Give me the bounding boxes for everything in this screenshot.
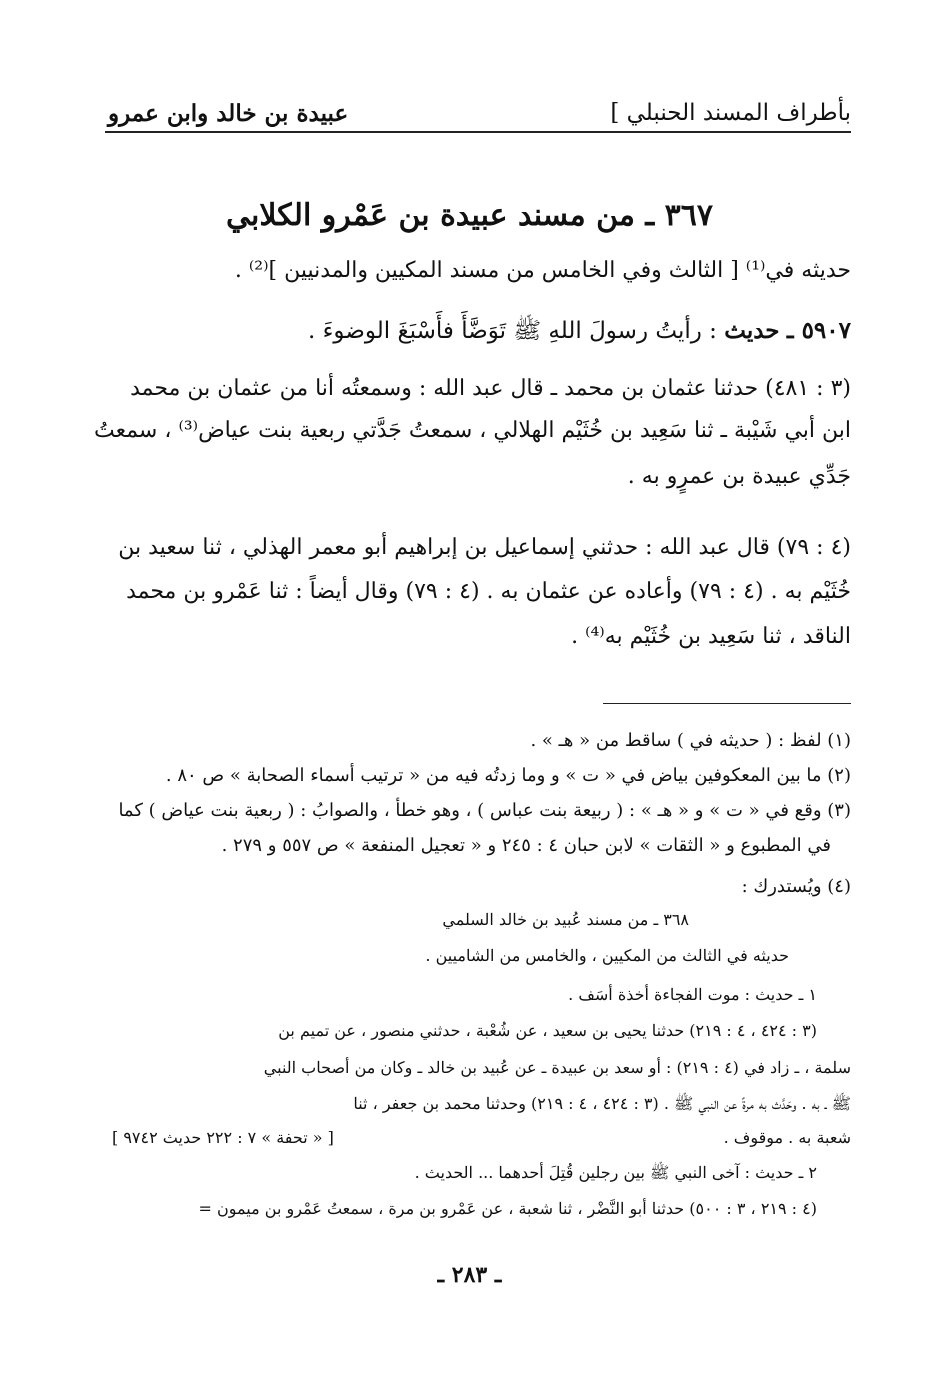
section-intro: حديثه في⁽¹⁾ [ الثالث وفي الخامس من مسند المكيين والمدنيين ]⁽²⁾ . (234, 258, 851, 283)
hadith-text: : رأيتُ رسولَ اللهِ ﷺ تَوَضَّأَ فأَسْبَغَ الوضوءَ . (308, 318, 717, 344)
paragraph-2-line-2: خُثَيْم به . (٤ : ٧٩) وأعاده عن عثمان به . (٤ : ٧٩) وقال أيضاً : ثنا عَمْرو بن محمد (126, 579, 851, 604)
footnote-1: (١) لفظ : ( حديثه في ) ساقط من « هـ » . (530, 730, 851, 751)
section-title: ٣٦٧ ـ من مسند عبيدة بن عَمْرو الكلابي (225, 198, 714, 233)
paragraph-1-line-2: ابن أبي شَيْبة ـ ثنا سَعِيد بن خُثَيْم الهلالي ، سمعتُ جَدَّتي ربعية بنت عياض⁽³⁾ ، سمعتُ (93, 418, 851, 443)
hadith-label: حديث (724, 317, 780, 344)
sub-paragraph-line-4: شعبة به . موقوف . (723, 1128, 851, 1147)
sub-hadith-1: ١ ـ حديث : موت الفجاءة أخذة أسَف . (568, 985, 817, 1004)
running-header-section-title: عبيدة بن خالد وابن عمرو (108, 100, 349, 127)
footnote-divider (603, 703, 851, 704)
footnote-3-line-1: (٣) وقع في « ت » و « هـ » : ( ربيعة بنت عباس ) ، وهو خطأ ، والصوابُ : ( ربعية بنت عياض ) كما (118, 800, 851, 821)
sub-paragraph-2: (٤ : ٢١٩ ، ٣ : ٥٠٠) حدثنا أبو النَّضْر ، ثنا شعبة ، عن عَمْرو بن مرة ، سمعتُ عَمْرو بن ميمون = (198, 1199, 817, 1218)
paragraph-1-line-3: جَدِّي عبيدة بن عمرٍو به . (627, 464, 851, 489)
running-header-book-title: بأطراف المسند الحنبلي ] (610, 100, 851, 126)
sub-section-title: ٣٦٨ ـ من مسند عُبيد بن خالد السلمي (442, 910, 689, 929)
sub-paragraph-line-2: سلمة ، ـ زاد في (٤ : ٢١٩) : أو سعد بن عبيدة ـ عن عُبيد بن خالد ـ وكان من أصحاب النبي (263, 1058, 851, 1077)
paragraph-1-line-1: (٣ : ٤٨١) حدثنا عثمان بن محمد ـ قال عبد الله : وسمعتُه أنا من عثمان بن محمد (130, 376, 851, 401)
page-number: ـ ٢٨٣ ـ (437, 1262, 502, 1288)
footnote-4: (٤) ويُستدرك : (741, 876, 851, 897)
footnote-2: (٢) ما بين المعكوفين بياض في « ت » و وما زدتُه فيه من « ترتيب أسماء الصحابة » ص ٨٠ . (165, 765, 851, 786)
header-divider (105, 131, 851, 133)
footnote-3-line-2: في المطبوع و « الثقات » لابن حبان ٤ : ٢٤٥ و « تعجيل المنفعة » ص ٥٥٧ و ٢٧٩ . (221, 835, 831, 856)
hadith-line (308, 316, 851, 350)
sub-hadith-2: ٢ ـ حديث : آخى النبي ﷺ بين رجلين قُتِلَ أحدهما ... الحديث . (414, 1163, 817, 1182)
tuhfa-reference: [ « تحفة » ٧ : ٢٢٢ حديث ٩٧٤٢ ] (112, 1128, 334, 1147)
hadith-number: ٥٩٠٧ ـ (786, 317, 851, 344)
paragraph-2-line-3: الناقد ، ثنا سَعِيد بن خُثَيْم به⁽⁴⁾ . (571, 624, 851, 649)
sub-paragraph-line-3: ﷺ ـ به . وحَدَّث به مرةً عن النبي ﷺ . (٣ : ٤٢٤ ، ٤ : ٢١٩) وحدثنا محمد بن جعفر ، ثنا (353, 1094, 851, 1113)
sub-section-intro: حديثه في الثالث من المكيين ، والخامس من الشاميين . (425, 946, 789, 965)
sub-paragraph-line-1: (٣ : ٤٢٤ ، ٤ : ٢١٩) حدثنا يحيى بن سعيد ، عن شُعْبة ، حدثني منصور ، عن تميم بن (278, 1021, 817, 1040)
paragraph-2-line-1: (٤ : ٧٩) قال عبد الله : حدثني إسماعيل بن إبراهيم أبو معمر الهذلي ، ثنا سعيد بن (118, 535, 851, 560)
